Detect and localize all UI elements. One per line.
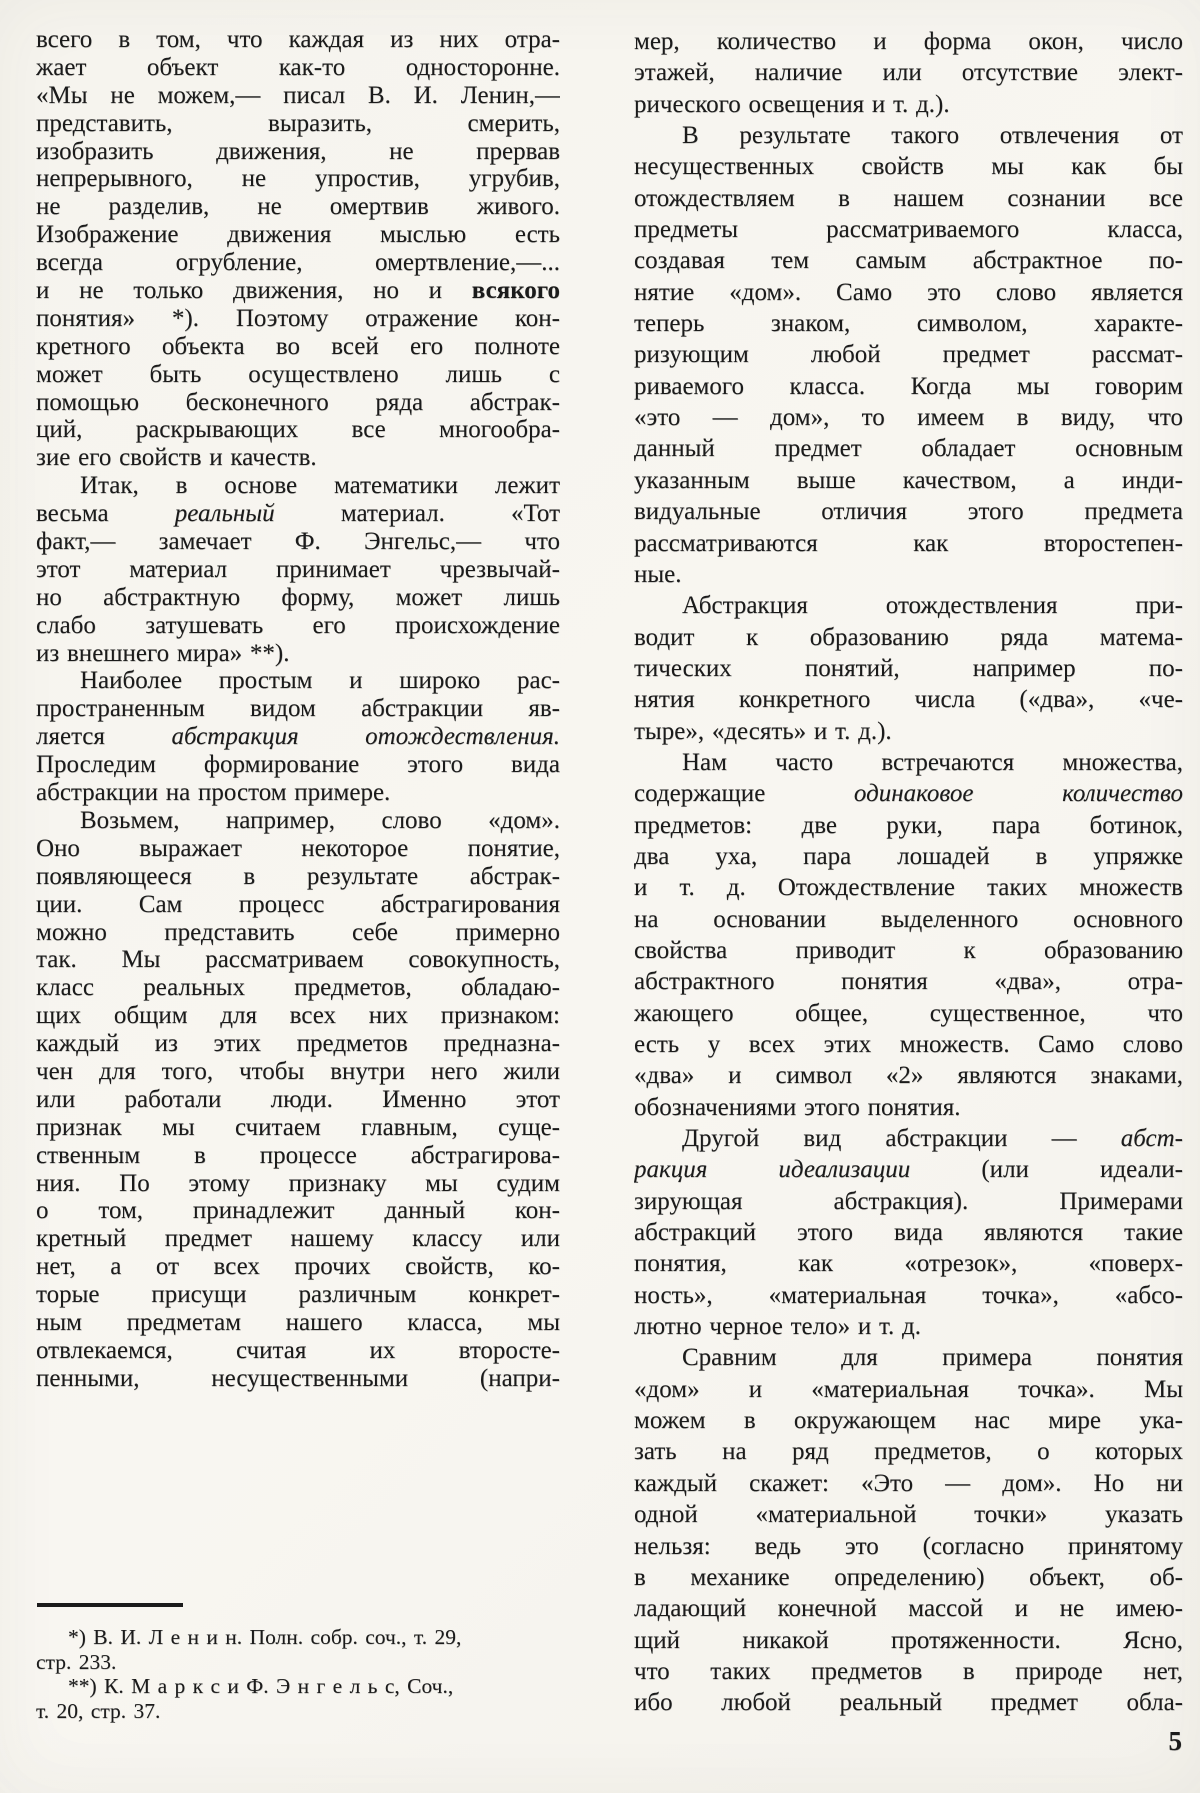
- text-line: [634, 590, 1183, 621]
- text-segment: мер, количество и форма окон, число: [634, 28, 1183, 55]
- text-segment: ризующим любой предмет рассмат-: [634, 341, 1183, 369]
- text-line: [634, 151, 1183, 182]
- left-column: [36, 26, 560, 1393]
- text-segment: Наиболее простым и широко рас-: [80, 667, 560, 695]
- text-line: [36, 863, 560, 891]
- text-line: [36, 444, 560, 472]
- text-segment: и т. д. Отождествление таких множеств: [634, 874, 1183, 902]
- text-line: [36, 1253, 560, 1281]
- text-line: [36, 1650, 560, 1675]
- text-segment: весьма: [36, 500, 175, 528]
- text-line: [634, 841, 1183, 872]
- text-line: [36, 82, 560, 110]
- text-line: [36, 919, 560, 947]
- text-segment: несущественных свойств мы как бы: [634, 153, 1183, 181]
- text-segment: что таких предметов в природе нет,: [634, 1657, 1183, 1685]
- text-line: [634, 1531, 1183, 1562]
- text-segment: признак мы считаем главным, суще-: [36, 1113, 560, 1141]
- text-segment: торые присущи различным конкрет-: [36, 1281, 560, 1309]
- text-line: [634, 308, 1183, 339]
- text-segment: абстрактного понятия «два», отра-: [634, 968, 1183, 996]
- text-line: [634, 966, 1183, 997]
- text-line: [36, 667, 560, 695]
- footnote-rule: [37, 1603, 183, 1607]
- text-line: [36, 1337, 560, 1365]
- text-segment: кретного объекта во всей его полноте: [36, 332, 560, 360]
- text-segment: ность», «материальная точка», «абсо-: [634, 1281, 1183, 1309]
- text-line: [634, 1186, 1183, 1217]
- footnotes-section: [36, 1603, 560, 1723]
- text-segment: щих общим для всех них признаком:: [36, 1002, 560, 1030]
- text-line: [36, 277, 560, 305]
- text-segment: так. Мы рассматриваем совокупность,: [36, 946, 560, 974]
- text-line: [36, 361, 560, 389]
- page-number: 5: [1168, 1726, 1182, 1756]
- text-segment: «дом» и «материальная точка». Мы: [634, 1375, 1183, 1403]
- text-line: [634, 1656, 1183, 1687]
- text-segment: Возьмем, например, слово «дом».: [80, 806, 560, 834]
- text-segment: класс реальных предметов, обладаю-: [36, 974, 560, 1002]
- text-segment: Оно выражает некоторое понятие,: [36, 834, 560, 862]
- text-segment: пенными, несущественными (напри-: [36, 1364, 560, 1392]
- text-segment: обозначениями этого понятия.: [634, 1093, 961, 1121]
- text-line: [36, 612, 560, 640]
- text-segment: или работали люди. Именно этот: [36, 1085, 560, 1113]
- text-line: [36, 416, 560, 444]
- text-line: [36, 1170, 560, 1198]
- text-line: [36, 1365, 560, 1393]
- text-segment: «Мы не можем,— писал В. И. Ленин,—: [36, 81, 560, 109]
- text-segment: Нам часто встречаются множества,: [682, 748, 1183, 776]
- text-segment: жает объект как-то односторонне.: [36, 53, 560, 81]
- text-segment: ладающий конечной массой и не имею-: [634, 1595, 1183, 1623]
- text-line: [36, 1142, 560, 1170]
- text-line: [36, 138, 560, 166]
- text-line: [634, 245, 1183, 276]
- text-line: [634, 1029, 1183, 1060]
- text-segment: предметов: две руки, пара ботинок,: [634, 811, 1183, 839]
- text-line: [634, 496, 1183, 527]
- text-segment: «два» и символ «2» являются знаками,: [634, 1062, 1183, 1090]
- text-line: [36, 1699, 560, 1724]
- text-line: [36, 1058, 560, 1086]
- footnote-lines: [36, 1625, 560, 1723]
- text-line: [36, 193, 560, 221]
- text-segment: нятия конкретного числа («два», «че-: [634, 686, 1183, 714]
- text-line: [36, 1225, 560, 1253]
- text-segment: зать на ряд предметов, о которых: [634, 1438, 1183, 1466]
- text-segment: ибо любой реальный предмет обла-: [634, 1689, 1183, 1717]
- text-segment: стр. 233.: [36, 1649, 117, 1674]
- text-segment: нятие «дом». Само это слово является: [634, 278, 1183, 306]
- text-line: [634, 1248, 1183, 1279]
- text-segment: но абстрактную форму, может лишь: [36, 583, 560, 611]
- text-line: [634, 1311, 1183, 1342]
- text-segment: зирующая абстракция). Примерами: [634, 1187, 1183, 1215]
- text-segment: т. 20, стр. 37.: [36, 1698, 161, 1723]
- text-line: [36, 1114, 560, 1142]
- text-segment: рического освещения и т. д.).: [634, 90, 950, 118]
- text-line: [634, 810, 1183, 841]
- text-line: [36, 1674, 560, 1699]
- text-line: [634, 1060, 1183, 1091]
- text-line: [36, 835, 560, 863]
- text-segment: теперь знаком, символом, характе-: [634, 310, 1183, 338]
- text-segment: материал. «Тот: [274, 500, 560, 528]
- text-line: [634, 339, 1183, 370]
- text-segment: рассматриваются как второстепен-: [634, 529, 1183, 557]
- text-line: [634, 1687, 1183, 1718]
- text-line: [634, 1342, 1183, 1373]
- text-segment: можем в окружающем нас мире ука-: [634, 1407, 1183, 1435]
- text-segment: факт,— замечает Ф. Энгельс,— что: [36, 528, 560, 556]
- text-segment: всего в том, что каждая из них отра-: [36, 26, 560, 53]
- text-segment: (или идеали-: [910, 1156, 1183, 1184]
- text-segment: абстракции на простом примере.: [36, 779, 391, 807]
- text-line: [36, 54, 560, 82]
- text-segment: на основании выделенного основного: [634, 905, 1183, 933]
- text-line: [634, 528, 1183, 559]
- emphasis-segment: абстракция отождествления.: [171, 723, 560, 751]
- text-segment: *) В. И. Л е н и н. Полн. собр. соч., т. 29,: [68, 1625, 462, 1649]
- text-segment: ственным в процессе абстрагирова-: [36, 1141, 560, 1169]
- text-segment: Изображение движения мыслью есть: [36, 221, 560, 249]
- text-segment: ции. Сам процесс абстрагирования: [36, 890, 560, 918]
- text-segment: может быть осуществлено лишь с: [36, 360, 560, 388]
- text-segment: всегда огрубление, омертвление,—...: [36, 249, 560, 277]
- text-line: [36, 974, 560, 1002]
- text-segment: щий никакой протяженности. Ясно,: [634, 1626, 1183, 1654]
- text-segment: из внешнего мира» **).: [36, 639, 290, 667]
- text-segment: тыре», «десять» и т. д.).: [634, 717, 892, 745]
- emphasis-segment: абст-: [1120, 1125, 1183, 1153]
- text-segment: представить, выразить, смерить,: [36, 109, 560, 137]
- text-segment: ные.: [634, 560, 682, 588]
- text-line: [634, 371, 1183, 402]
- text-line: [36, 249, 560, 277]
- text-segment: предметы рассматриваемого класса,: [634, 216, 1183, 244]
- text-segment: водит к образованию ряда матема-: [634, 623, 1183, 651]
- text-segment: не разделив, не омертвив живого.: [36, 193, 560, 221]
- text-line: [36, 1309, 560, 1337]
- emphasis-segment: реальный: [174, 500, 275, 528]
- text-segment: два уха, пара лошадей в упряжке: [634, 842, 1183, 870]
- text-line: [634, 1217, 1183, 1248]
- text-segment: этажей, наличие или отсутствие элект-: [634, 59, 1183, 87]
- text-line: [634, 872, 1183, 903]
- text-line: [36, 779, 560, 807]
- text-line: [634, 716, 1183, 747]
- text-segment: данный предмет обладает основным: [634, 435, 1183, 463]
- text-segment: Абстракция отождествления при-: [682, 592, 1183, 620]
- text-segment: каждый из этих предметов предназна-: [36, 1030, 560, 1058]
- text-line: [36, 946, 560, 974]
- text-segment: Итак, в основе математики лежит: [80, 472, 560, 500]
- text-segment: о том, принадлежит данный кон-: [36, 1197, 560, 1225]
- text-line: [634, 778, 1183, 809]
- text-line: [634, 277, 1183, 308]
- text-segment: Сравним для примера понятия: [682, 1344, 1183, 1372]
- text-segment: отождествляем в нашем сознании все: [634, 184, 1183, 212]
- text-line: [634, 935, 1183, 966]
- text-line: [634, 89, 1183, 120]
- text-line: [36, 221, 560, 249]
- text-segment: слабо затушевать его происхождение: [36, 611, 560, 639]
- text-line: [634, 622, 1183, 653]
- text-line: [36, 1197, 560, 1225]
- text-segment: в механике определению) объект, об-: [634, 1563, 1183, 1591]
- text-segment: ния. По этому признаку мы судим: [36, 1169, 560, 1197]
- text-line: [634, 1280, 1183, 1311]
- text-line: [36, 1086, 560, 1114]
- text-segment: Проследим формирование этого вида: [36, 751, 560, 779]
- text-line: [36, 1002, 560, 1030]
- text-segment: этот материал принимает чрезвычай-: [36, 555, 560, 583]
- text-segment: указанным выше качеством, а инди-: [634, 466, 1183, 494]
- text-line: [36, 26, 560, 54]
- text-line: [634, 214, 1183, 245]
- text-line: [36, 1281, 560, 1309]
- text-segment: видуальные отличия этого предмета: [634, 498, 1183, 526]
- text-segment: зие его свойств и качеств.: [36, 444, 317, 472]
- text-segment: и не только движения, но и: [36, 277, 472, 305]
- text-segment: **) К. М а р к с и Ф. Э н г е л ь с, Соч.,: [68, 1674, 454, 1698]
- text-line: [36, 333, 560, 361]
- text-segment: чен для того, чтобы внутри него жили: [36, 1057, 560, 1085]
- text-line: [634, 684, 1183, 715]
- text-line: [36, 891, 560, 919]
- text-line: [634, 1562, 1183, 1593]
- text-line: [634, 1436, 1183, 1467]
- text-line: [634, 1123, 1183, 1154]
- text-segment: В результате такого отвлечения от: [682, 122, 1183, 150]
- text-segment: Другой вид абстракции —: [682, 1125, 1121, 1153]
- text-segment: кретный предмет нашему классу или: [36, 1225, 560, 1253]
- text-line: [36, 389, 560, 417]
- text-segment: ляется: [36, 723, 172, 751]
- text-segment: ным предметам нашего класса, мы: [36, 1308, 560, 1336]
- text-line: [36, 584, 560, 612]
- text-segment: ций, раскрывающих все многообра-: [36, 416, 560, 444]
- text-line: [634, 120, 1183, 151]
- text-line: [36, 1030, 560, 1058]
- text-segment: непрерывного, не упростив, угрубив,: [36, 165, 560, 193]
- text-line: [634, 747, 1183, 778]
- text-segment: нельзя: ведь это (согласно принятому: [634, 1532, 1183, 1560]
- text-line: [634, 1374, 1183, 1405]
- text-line: [634, 402, 1183, 433]
- text-line: [36, 500, 560, 528]
- text-segment: изобразить движения, не прервав: [36, 137, 560, 165]
- text-segment: помощью бесконечного ряда абстрак-: [36, 388, 560, 416]
- text-segment: риваемого класса. Когда мы говорим: [634, 372, 1183, 400]
- text-segment: жающего общее, существенное, что: [634, 999, 1183, 1027]
- text-line: [634, 1625, 1183, 1656]
- text-line: [634, 1499, 1183, 1530]
- text-segment: понятия» *). Поэтому отражение кон-: [36, 304, 560, 332]
- text-line: [36, 305, 560, 333]
- text-line: [36, 110, 560, 138]
- emphasis-segment: всякого: [471, 277, 560, 305]
- text-line: [36, 640, 560, 668]
- text-segment: «это — дом», то имеем в виду, что: [634, 404, 1183, 432]
- text-segment: абстракций этого вида являются такие: [634, 1219, 1183, 1247]
- text-line: [634, 183, 1183, 214]
- text-line: [36, 528, 560, 556]
- text-line: [36, 695, 560, 723]
- text-segment: пространенным видом абстракции яв-: [36, 695, 560, 723]
- text-segment: понятия, как «отрезок», «поверх-: [634, 1250, 1183, 1278]
- text-line: [36, 1625, 560, 1650]
- text-segment: есть у всех этих множеств. Само слово: [634, 1031, 1183, 1058]
- text-line: [634, 1405, 1183, 1436]
- text-segment: создавая тем самым абстрактное по-: [634, 247, 1183, 275]
- text-line: [634, 1092, 1183, 1123]
- text-segment: каждый скажет: «Это — дом». Но ни: [634, 1469, 1183, 1497]
- text-segment: тических понятий, например по-: [634, 654, 1183, 682]
- emphasis-segment: ракция идеализации: [634, 1156, 911, 1184]
- text-line: [36, 751, 560, 779]
- text-segment: нет, а от всех прочих свойств, ко-: [36, 1253, 560, 1281]
- text-line: [634, 1468, 1183, 1499]
- emphasis-segment: одинаковое количество: [853, 780, 1183, 808]
- text-line: [634, 653, 1183, 684]
- text-line: [634, 57, 1183, 88]
- text-line: [634, 998, 1183, 1029]
- text-segment: появляющееся в результате абстрак-: [36, 862, 560, 890]
- text-line: [634, 1593, 1183, 1624]
- text-line: [634, 465, 1183, 496]
- text-line: [36, 165, 560, 193]
- text-segment: лютно черное тело» и т. д.: [634, 1313, 921, 1341]
- text-line: [36, 472, 560, 500]
- right-column: [634, 26, 1183, 1719]
- text-line: [36, 556, 560, 584]
- text-line: [634, 26, 1183, 57]
- text-line: [36, 723, 560, 751]
- text-line: [36, 807, 560, 835]
- text-segment: можно представить себе примерно: [36, 918, 560, 946]
- text-segment: содержащие: [634, 780, 854, 808]
- text-line: [634, 559, 1183, 590]
- text-line: [634, 1154, 1183, 1185]
- text-segment: свойства приводит к образованию: [634, 936, 1183, 964]
- text-segment: отвлекаемся, считая их второсте-: [36, 1336, 560, 1364]
- text-segment: одной «материальной точки» указать: [634, 1501, 1183, 1529]
- text-line: [634, 904, 1183, 935]
- text-line: [634, 433, 1183, 464]
